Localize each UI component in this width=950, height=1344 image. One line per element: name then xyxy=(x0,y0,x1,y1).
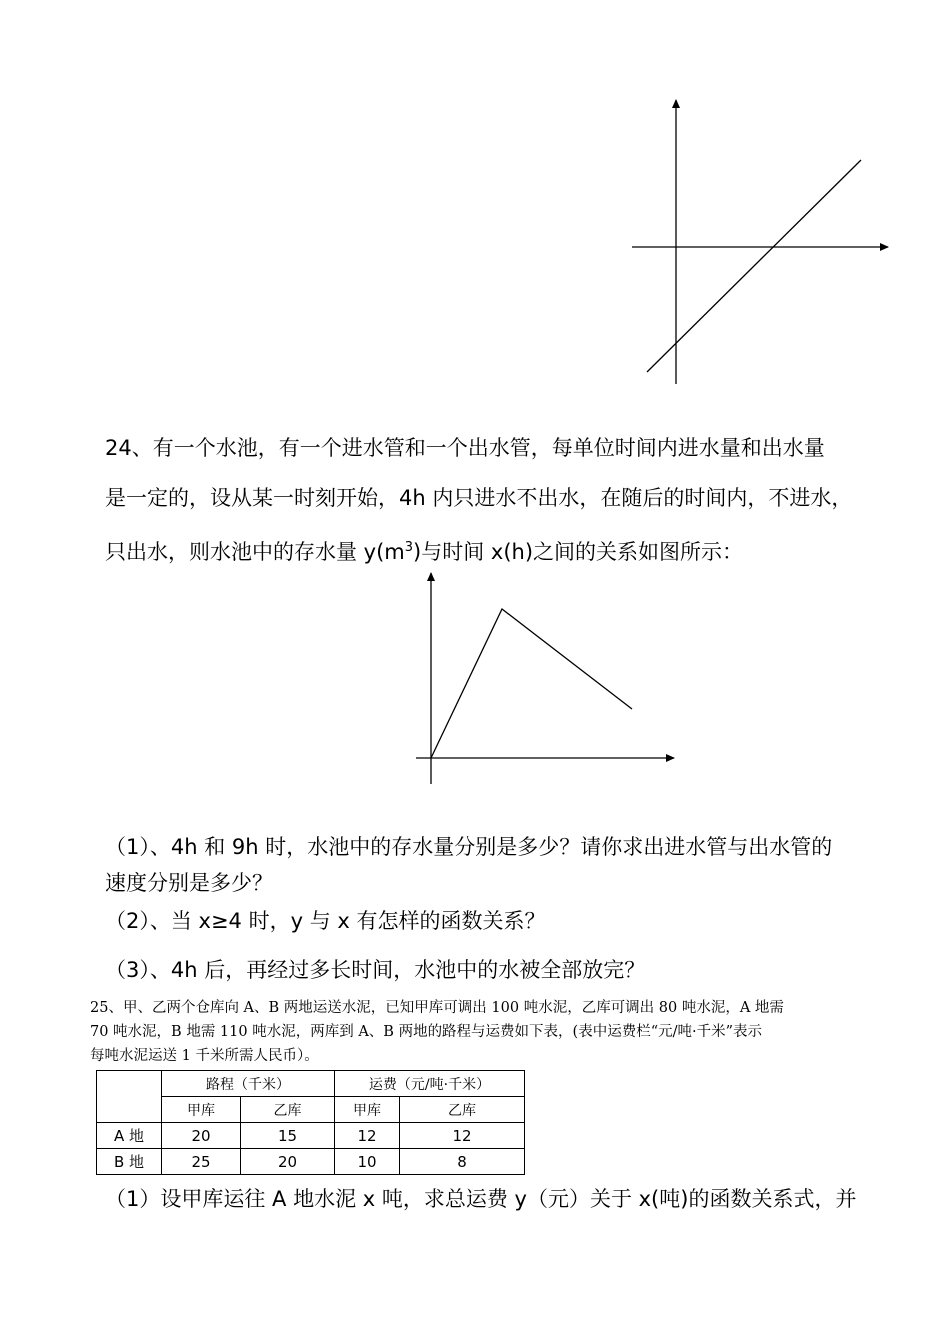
table-header-row xyxy=(97,1071,525,1097)
q24-sub1-line-2: 速度分别是多少？ xyxy=(105,871,273,895)
q24-superscript: 3 xyxy=(404,540,414,555)
q25-sub1: （1）设甲库运往 A 地水泥 x 吨，求总运费 y（元）关于 x(吨)的函数关系式，并 xyxy=(105,1187,857,1211)
q25-line-3: 每吨水泥运送 1 千米所需人民币）。 xyxy=(90,1048,319,1064)
q24-sub2: （2）、当 x≥4 时，y 与 x 有怎样的函数关系？ xyxy=(105,909,546,933)
table-cell: 12 xyxy=(335,1123,400,1149)
subheader-cell: 乙库 xyxy=(400,1097,525,1123)
distance-header: 路程（千米） xyxy=(162,1071,335,1097)
q25-line-1: 25、甲、乙两个仓库向 A、B 两地运送水泥，已知甲库可调出 100 吨水泥，乙库可调出 80 吨水泥，A 地需 xyxy=(90,1000,784,1016)
q25-line-2: 70 吨水泥，B 地需 110 吨水泥，两库到 A、B 两地的路程与运费如下表，(表中运费栏“元/吨·千米”表示 xyxy=(90,1024,763,1040)
q24-line-2: 是一定的，设从某一时刻开始，4h 内只进水不出水，在随后的时间内，不进水， xyxy=(105,486,853,510)
q24-sub1-line-1: （1）、4h 和 9h 时，水池中的存水量分别是多少？请你求出进水管与出水管的 xyxy=(105,835,833,859)
subheader-cell: 乙库 xyxy=(241,1097,335,1123)
volume-polyline xyxy=(431,609,632,758)
table-corner-cell xyxy=(97,1071,162,1123)
subheader-cell: 甲库 xyxy=(335,1097,400,1123)
table-cell: 8 xyxy=(400,1149,525,1175)
table-row xyxy=(97,1123,525,1149)
freight-header: 运费（元/吨·千米） xyxy=(335,1071,525,1097)
row-label: A 地 xyxy=(97,1123,162,1149)
q24-sub3: （3）、4h 后，再经过多长时间，水池中的水被全部放完？ xyxy=(105,958,646,982)
row-label: B 地 xyxy=(97,1149,162,1175)
table-cell: 10 xyxy=(335,1149,400,1175)
table-row xyxy=(97,1149,525,1175)
table-cell: 20 xyxy=(162,1123,241,1149)
table-subheader-row xyxy=(97,1097,525,1123)
q24-line-3 xyxy=(105,533,743,567)
table-cell: 25 xyxy=(162,1149,241,1175)
table-cell: 12 xyxy=(400,1123,525,1149)
table-cell: 20 xyxy=(241,1149,335,1175)
subheader-cell: 甲库 xyxy=(162,1097,241,1123)
function-line xyxy=(647,160,861,372)
q24-line-1: 24、有一个水池，有一个进水管和一个出水管，每单位时间内进水量和出水量 xyxy=(105,436,825,460)
q24-line-3-post: )与时间 x(h)之间的关系如图所示： xyxy=(413,540,744,564)
cost-table xyxy=(96,1070,525,1175)
table-cell: 15 xyxy=(241,1123,335,1149)
q24-line-3-pre: 只出水，则水池中的存水量 y(m xyxy=(105,540,405,564)
